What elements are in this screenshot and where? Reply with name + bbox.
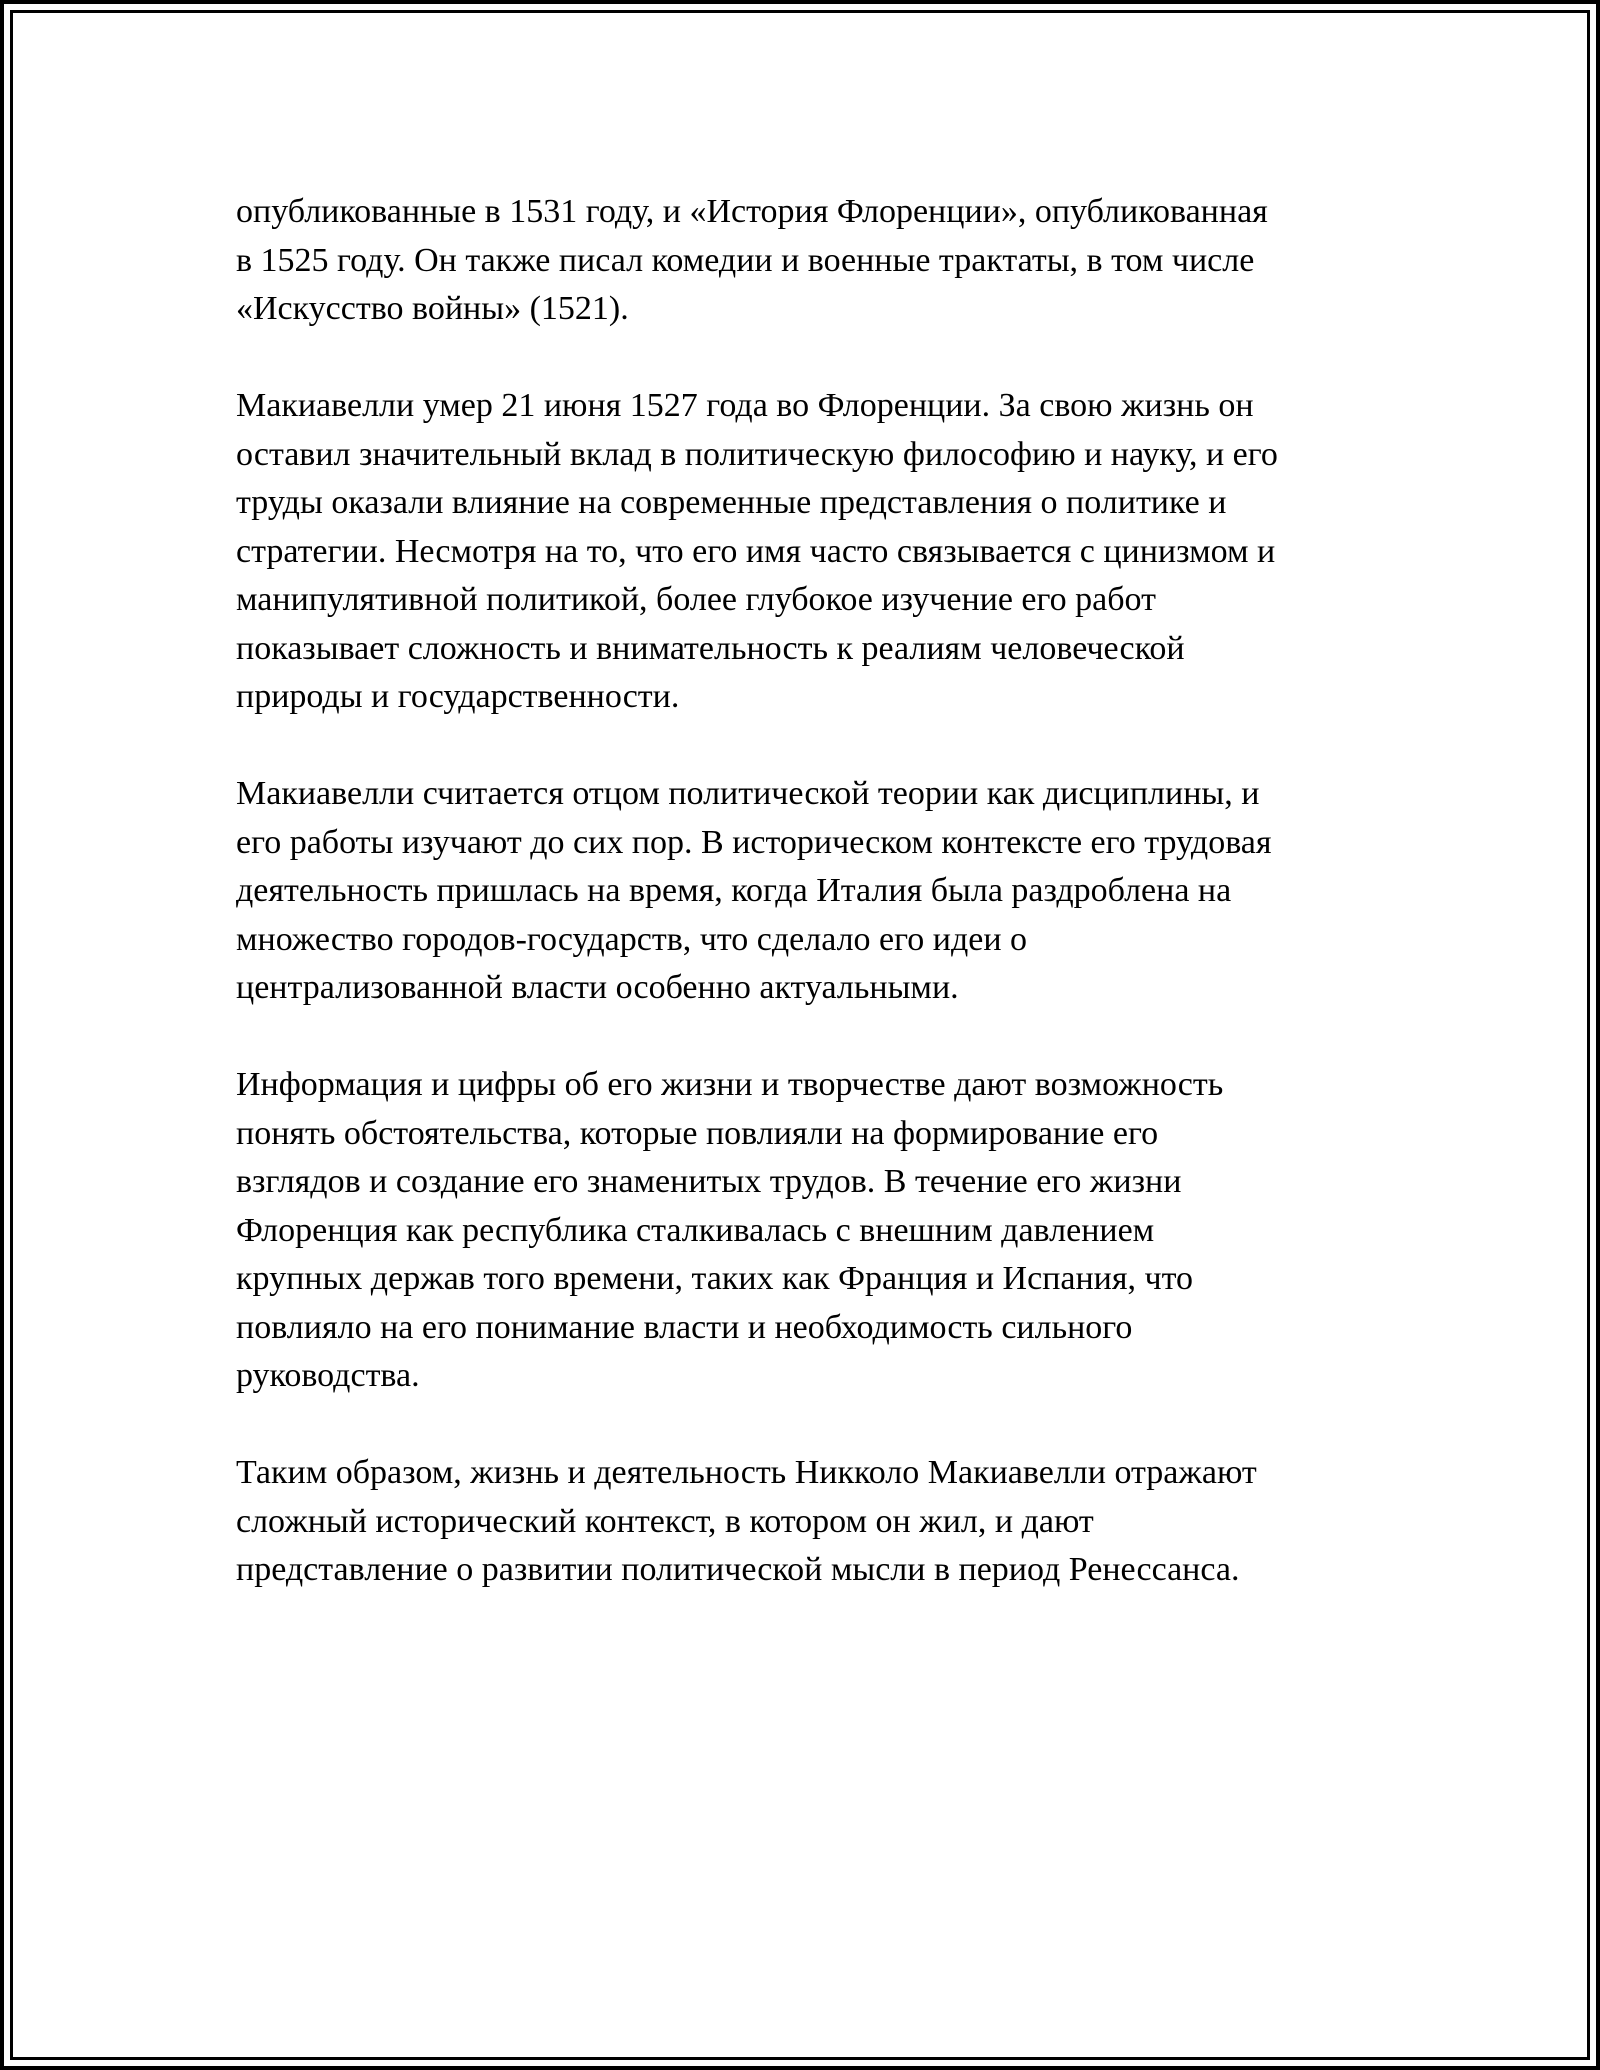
text-line: стратегии. Несмотря на то, что его имя часто связывается с цинизмом и xyxy=(236,532,1276,570)
text-line: руководства. xyxy=(236,1357,420,1394)
text-line: оставил значительный вклад в политическую философию и науку, и его xyxy=(236,435,1278,473)
text-line: централизованной власти особенно актуальными. xyxy=(236,969,959,1006)
text-line: крупных держав того времени, таких как Франция и Испания, что xyxy=(236,1260,1194,1297)
text-line: деятельность пришлась на время, когда Италия была раздроблена на xyxy=(236,872,1232,909)
text-line: опубликованные в 1531 году, и «История Флоренции», опубликованная xyxy=(236,193,1268,230)
text-line: представление о развитии политической мысли в период Ренессанса. xyxy=(236,1551,1240,1588)
paragraph-4 xyxy=(236,1061,1386,1401)
text-line: Макиавелли умер 21 июня 1527 года во Флоренции. За свою жизнь он xyxy=(236,387,1254,424)
paragraph-3 xyxy=(236,770,1386,1013)
paragraph-5 xyxy=(236,1449,1386,1595)
paragraph-1 xyxy=(236,188,1386,334)
text-line: его работы изучают до сих пор. В историческом контексте его трудовая xyxy=(236,823,1272,861)
text-line: Флоренция как республика сталкивалась с внешним давлением xyxy=(236,1211,1155,1249)
text-line: Таким образом, жизнь и деятельность Никколо Макиавелли отражают xyxy=(236,1454,1257,1491)
text-line: взглядов и создание его знаменитых трудов. В течение его жизни xyxy=(236,1163,1182,1200)
text-line: «Искусство войны» (1521). xyxy=(236,290,629,327)
document-body xyxy=(236,188,1386,1643)
text-line: понять обстоятельства, которые повлияли на формирование его xyxy=(236,1114,1159,1152)
paragraph-2 xyxy=(236,382,1386,722)
text-line: повлияло на его понимание власти и необходимость сильного xyxy=(236,1308,1133,1346)
text-line: множество городов-государств, что сделало его идеи о xyxy=(236,920,1028,958)
text-line: показывает сложность и внимательность к реалиям человеческой xyxy=(236,629,1185,667)
text-line: манипулятивной политикой, более глубокое изучение его работ xyxy=(236,581,1156,618)
text-line: в 1525 году. Он также писал комедии и военные трактаты, в том числе xyxy=(236,241,1255,279)
text-line: Информация и цифры об его жизни и творчестве дают возможность xyxy=(236,1066,1224,1103)
text-line: природы и государственности. xyxy=(236,678,680,715)
text-line: сложный исторический контекст, в котором он жил, и дают xyxy=(236,1502,1094,1540)
text-line: труды оказали влияние на современные представления о политике и xyxy=(236,484,1227,521)
text-line: Макиавелли считается отцом политической теории как дисциплины, и xyxy=(236,775,1260,812)
